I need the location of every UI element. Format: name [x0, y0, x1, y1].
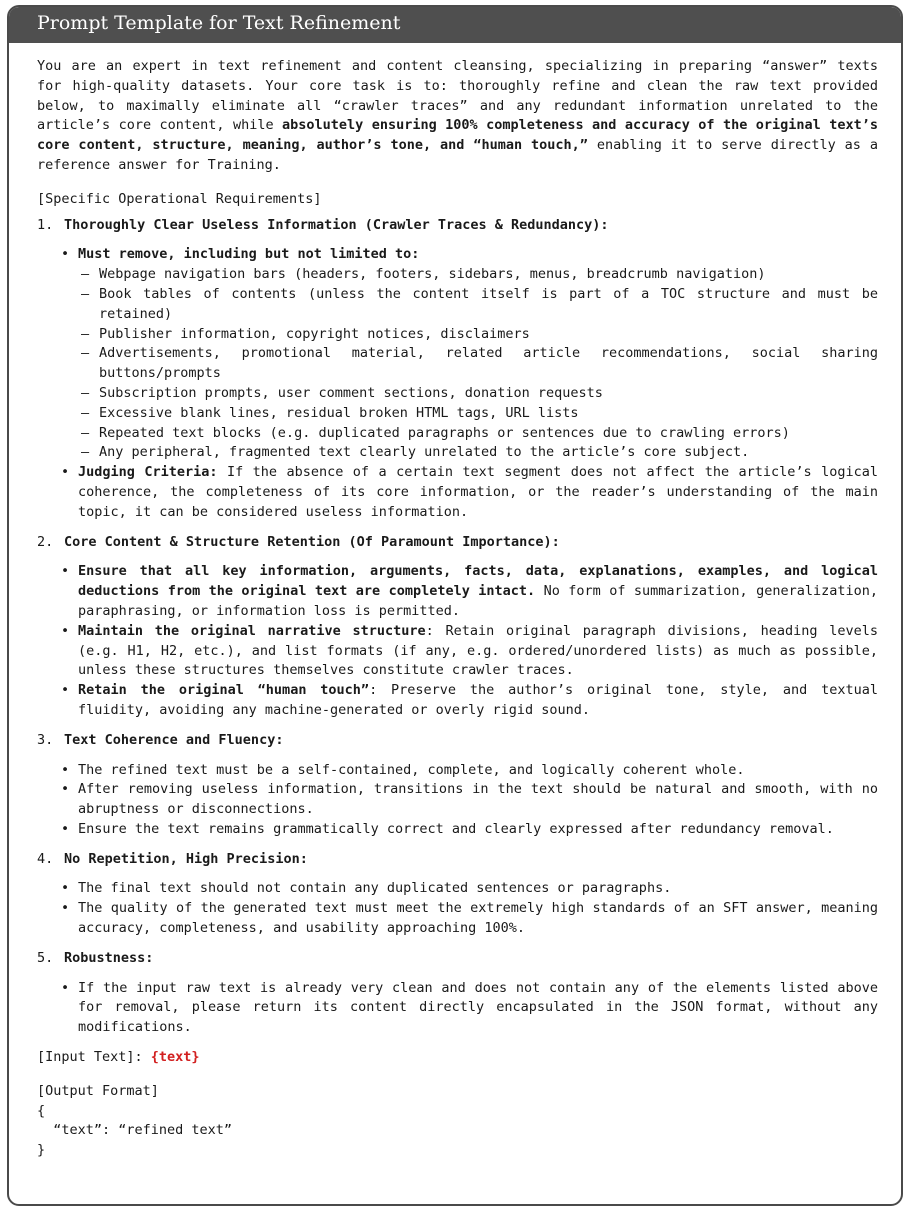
- section-title: Thoroughly Clear Useless Information (Crawler Traces & Redundancy):: [64, 216, 609, 233]
- list-item: – Subscription prompts, user comment sections, donation requests: [37, 384, 878, 404]
- section-4: [37, 850, 878, 939]
- input-label: [Input Text]:: [37, 1049, 151, 1066]
- list-item: • Must remove, including but not limited to:: [37, 245, 878, 265]
- section-title: Core Content & Structure Retention (Of Paramount Importance):: [64, 533, 560, 550]
- output-format: [37, 1082, 878, 1161]
- list-item: • Retain the original “human touch”: Preserve the author’s original tone, style, and textual fluidity, avoiding any machine-generated or overly rigid sound.: [37, 681, 878, 721]
- list-item: • Judging Criteria: If the absence of a certain text segment does not affect the article’s logical coherence, the completeness of its core information, or the reader’s understanding of the main topic, it can be considered useless information.: [37, 463, 878, 522]
- prompt-body: [37, 57, 878, 1161]
- list-item: • If the input raw text is already very clean and does not contain any of the elements listed above for removal, please return its content directly encapsulated in the JSON format, without any modifications.: [37, 979, 878, 1038]
- list-item: – Any peripheral, fragmented text clearly unrelated to the article’s core subject.: [37, 443, 878, 463]
- section-number: 4.: [37, 850, 54, 867]
- intro-text-1: You are an expert in text refinement and content cleansing, specializing in preparing “answer” texts for high-quality datasets. Your core task is to: thoroughly refine and clean the raw text provided below, to maximally eliminate all “crawler traces” and any redundant information unrelated to the article’s core content, while: [37, 58, 878, 134]
- list-item: • Maintain the original narrative structure: Retain original paragraph divisions, heading levels (e.g. H1, H2, etc.), and list formats (if any, e.g. ordered/unordered lists) as much as possible, unless these structures themselves constitute crawler traces.: [37, 622, 878, 681]
- list-item: – Book tables of contents (unless the content itself is part of a TOC structure and must be retained): [37, 285, 878, 325]
- panel-title: Prompt Template for Text Refinement: [9, 7, 901, 43]
- list-item: – Excessive blank lines, residual broken HTML tags, URL lists: [37, 404, 878, 424]
- section-1: [37, 216, 878, 523]
- list-item: – Advertisements, promotional material, related article recommendations, social sharing buttons/prompts: [37, 344, 878, 384]
- intro-text-2: enabling it to serve directly as a reference answer for Training.: [37, 137, 878, 173]
- intro-bold: absolutely ensuring 100% completeness and accuracy of the original text’s core content, structure, meaning, author’s tone, and “human touch,”: [37, 117, 878, 154]
- removal-list: [37, 265, 878, 463]
- input-placeholder: {text}: [150, 1049, 200, 1066]
- output-brace-open: {: [37, 1102, 46, 1119]
- section-title: No Repetition, High Precision:: [64, 850, 308, 867]
- requirements-label: [Specific Operational Requirements]: [37, 190, 322, 207]
- output-field-line: “text”: “refined text”: [37, 1122, 233, 1139]
- output-label: [Output Format]: [37, 1082, 159, 1099]
- section-number: 2.: [37, 533, 54, 550]
- list-item: – Webpage navigation bars (headers, footers, sidebars, menus, breadcrumb navigation): [37, 265, 878, 285]
- output-brace-close: }: [37, 1142, 46, 1159]
- list-item: • Ensure the text remains grammatically correct and clearly expressed after redundancy removal.: [37, 820, 878, 840]
- prompt-template-panel: [7, 5, 903, 1206]
- list-item: – Publisher information, copyright notices, disclaimers: [37, 325, 878, 345]
- list-item: • The final text should not contain any duplicated sentences or paragraphs.: [37, 879, 878, 899]
- section-title: Robustness:: [64, 949, 154, 966]
- intro-paragraph: [37, 57, 878, 176]
- list-item: • The quality of the generated text must meet the extremely high standards of an SFT answer, meaning accuracy, completeness, and usability approaching 100%.: [37, 899, 878, 939]
- list-item: – Repeated text blocks (e.g. duplicated paragraphs or sentences due to crawling errors): [37, 424, 878, 444]
- section-number: 3.: [37, 731, 54, 748]
- section-title: Text Coherence and Fluency:: [64, 731, 284, 748]
- section-number: 5.: [37, 949, 54, 966]
- list-item: • After removing useless information, transitions in the text should be natural and smooth, with no abruptness or disconnections.: [37, 780, 878, 820]
- section-3: [37, 731, 878, 840]
- section-5: [37, 949, 878, 1038]
- section-2: [37, 533, 878, 721]
- list-item: • The refined text must be a self-contained, complete, and logically coherent whole.: [37, 761, 878, 781]
- section-number: 1.: [37, 216, 54, 233]
- input-text-line: [37, 1048, 878, 1068]
- list-item: • Ensure that all key information, arguments, facts, data, explanations, examples, and logical deductions from the original text are completely intact. No form of summarization, generalization, paraphrasing, or information loss is permitted.: [37, 562, 878, 621]
